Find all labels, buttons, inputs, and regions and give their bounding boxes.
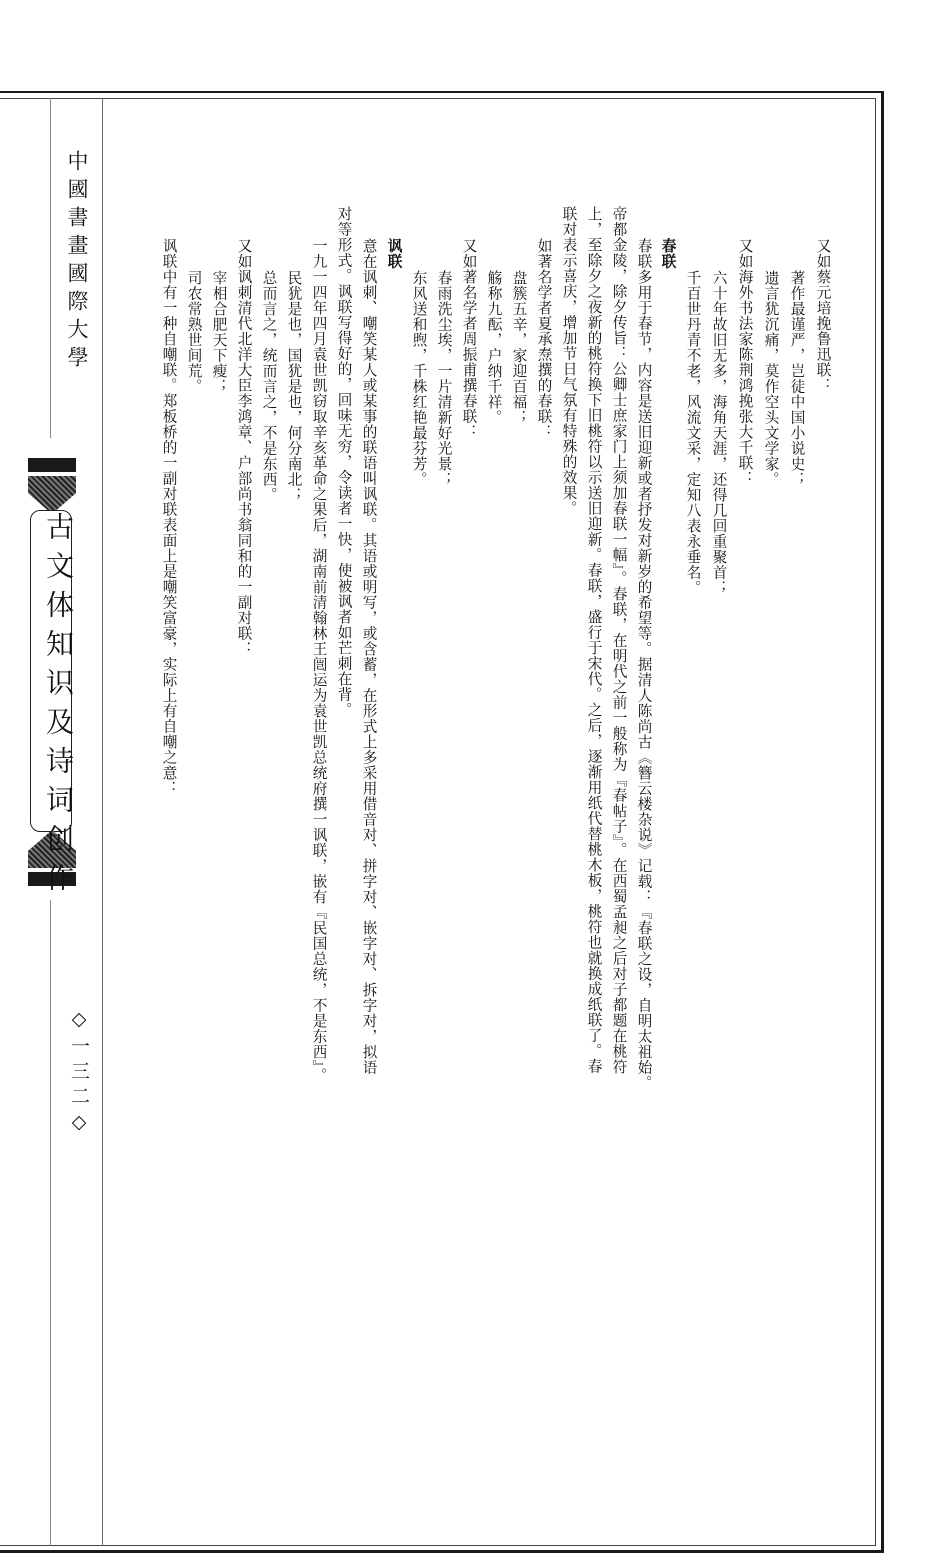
- page-number: ◇一三二◇: [68, 1008, 90, 1139]
- couplet-line: 著作最谨严，岂徒中国小说史；: [788, 270, 806, 487]
- couplet-line: 千百世丹青不老，风流文采，定知八表永垂名。: [684, 270, 702, 596]
- couplet-line: 东风送和煦，千株红艳最芬芳。: [410, 270, 428, 487]
- sidebar-rule-top: [50, 98, 51, 438]
- text-column: 又如蔡元培挽鲁迅联：: [814, 238, 832, 393]
- book-title: 古文体知识及诗词创作: [42, 512, 75, 902]
- text-column: 一九一四年四月袁世凯窃取辛亥革命之果后，湖南前清翰林王闿运为袁世凯总统府撰一讽联，嵌有『民国总统，不是东西』。: [310, 238, 328, 1084]
- text-column: 春联多用于春节，内容是送旧迎新或者抒发对新岁的希望等。据清人陈尚古《簪云楼杂说》记载：『春联之设，自明太祖始。: [635, 238, 653, 1091]
- sidebar-divider: [102, 98, 103, 1546]
- text-column: 帝都金陵，除夕传旨：公卿士庶家门上须加春联一幅』。春联，在明代之前一般称为『春帖子』。在西蜀孟昶之后对子都题在桃符: [610, 206, 628, 1075]
- text-column: 又如著名学者周振甫撰春联：: [460, 238, 478, 440]
- text-column: 讽联中有一种自嘲联。郑板桥的一副对联表面上是嘲笑富豪，实际上有自嘲之意：: [160, 238, 178, 796]
- couplet-line: 春雨洗尘埃，一片清新好光景；: [435, 270, 453, 487]
- couplet-line: 宰相合肥天下瘦；: [210, 270, 228, 394]
- couplet-line: 民犹是也，国犹是也，何分南北；: [285, 270, 303, 503]
- text-column: 意在讽刺、嘲笑某人或某事的联语叫讽联。其语或明写，或含蓄，在形式上多采用借音对、拼字对、嵌字对、拆字对，拟语: [360, 238, 378, 1075]
- section-heading-chunlian: 春联: [659, 238, 677, 269]
- cartouche-cap-top: [28, 476, 76, 514]
- sidebar-rule-bottom: [50, 900, 51, 1546]
- text-column: 如著名学者夏承焘撰的春联：: [535, 238, 553, 440]
- couplet-line: 司农常熟世间荒。: [185, 270, 203, 394]
- couplet-line: 觞称九酝，户纳千祥。: [485, 270, 503, 425]
- text-column: 上，至除夕之夜新的桃符换下旧桃符以示送旧迎新。春联，盛行于宋代。之后，逐渐用纸代替桃木板，桃符也就换成纸联了。春: [585, 206, 603, 1074]
- couplet-line: 六十年故旧无多，海角天涯，还得几回重聚首；: [710, 270, 728, 596]
- text-column: 联对表示喜庆，增加节日气氛有特殊的效果。: [560, 206, 578, 516]
- text-column: 又如讽刺清代北洋大臣李鸿章、户部尚书翁同和的一副对联：: [235, 238, 253, 657]
- couplet-line: 盘簇五辛，家迎百福；: [510, 270, 528, 425]
- text-column: 又如海外书法家陈荆鸿挽张大千联：: [736, 238, 754, 486]
- couplet-line: 遗言犹沉痛，莫作空头文学家。: [762, 270, 780, 487]
- section-heading-fenglian: 讽联: [385, 238, 403, 269]
- text-column: 对等形式。讽联写得好的，回味无穷，令读者一快，使被讽者如芒刺在背。: [335, 206, 353, 718]
- cartouche-bar-top: [28, 458, 76, 472]
- couplet-line: 总而言之，统而言之，不是东西。: [260, 270, 278, 503]
- university-name: 中國書畫國際大學: [65, 150, 89, 374]
